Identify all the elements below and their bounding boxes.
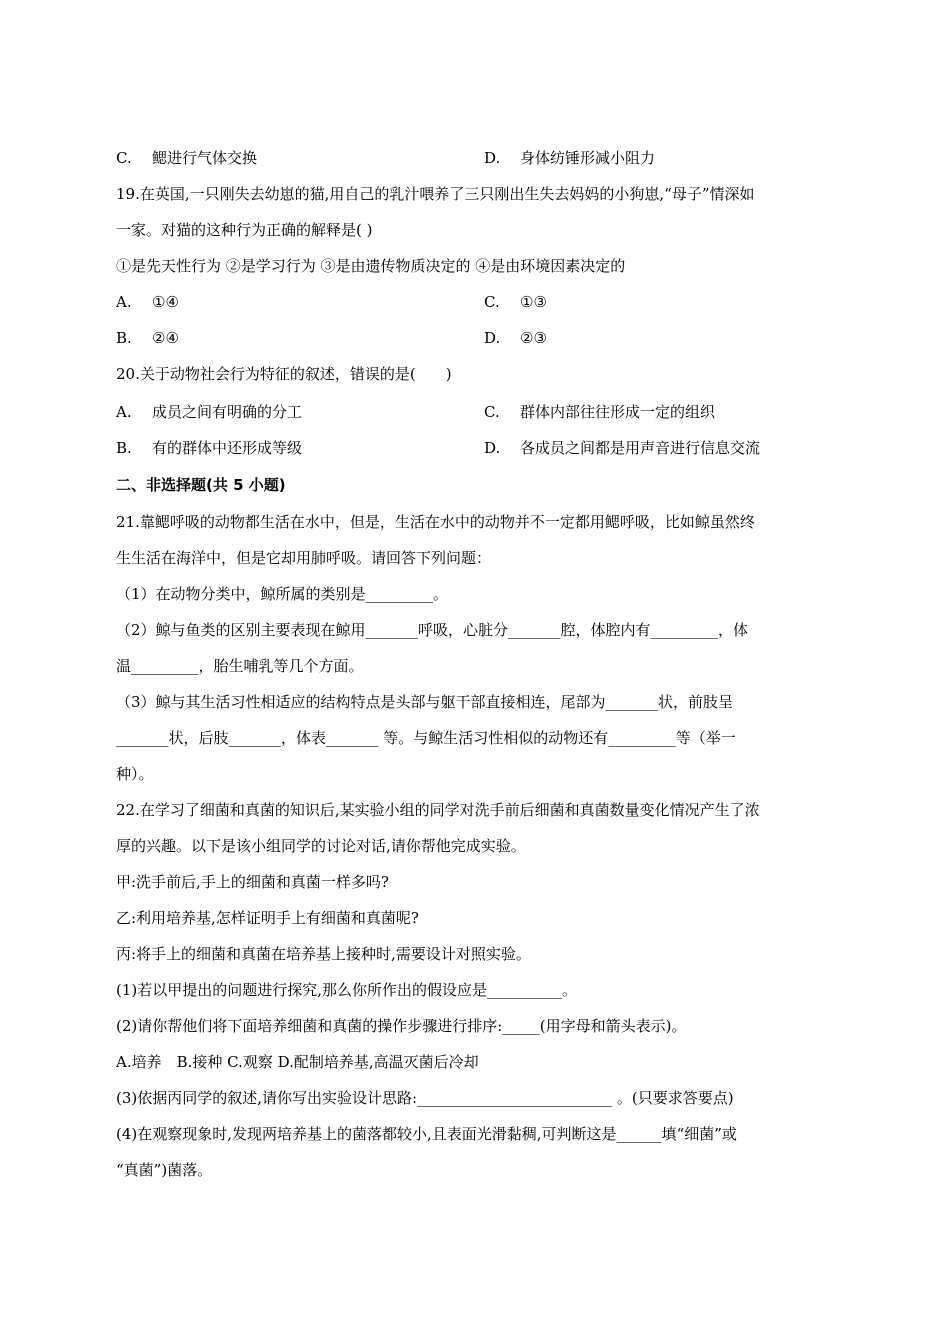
option-text: 成员之间有明确的分工 <box>152 403 303 421</box>
option-text: 群体内部往往形成一定的组织 <box>520 403 716 421</box>
q21-part1: （1）在动物分类中，鲸所属的类别是_________。 <box>116 585 449 603</box>
q21-stem-line2: 生生活在海洋中，但是它却用肺呼吸。请回答下列问题： <box>116 549 492 567</box>
option-letter: C. <box>484 403 500 421</box>
q18-option-d <box>484 148 655 168</box>
option-text: ②④ <box>152 329 179 347</box>
q22-part2: (2)请你帮他们将下面培养细菌和真菌的操作步骤进行排序:_____(用字母和箭头表示)。 <box>116 1017 687 1035</box>
q22-part4-line2: “真菌”)菌落。 <box>116 1161 213 1179</box>
q22-part3: (3)依据丙同学的叙述,请你写出实验设计思路:__________________________ 。(只要求答要点) <box>116 1089 734 1107</box>
q22-stem-line2: 厚的兴趣。以下是该小组同学的讨论对话,请你帮他完成实验。 <box>116 837 526 855</box>
option-letter: B. <box>116 439 132 457</box>
option-text: 有的群体中还形成等级 <box>152 439 303 457</box>
option-text: ①③ <box>520 293 547 311</box>
q22-part1: (1)若以甲提出的问题进行探究,那么你所作出的假设应是__________。 <box>116 981 578 999</box>
q22-dialogue-yi: 乙:利用培养基,怎样证明手上有细菌和真菌呢? <box>116 909 419 927</box>
q19-stem-line1: 19.在英国,一只刚失去幼崽的猫,用自己的乳汁喂养了三只刚出生失去妈妈的小狗崽,“母子”情深如 <box>116 185 755 203</box>
option-letter: C. <box>484 293 500 311</box>
q19-option-d <box>484 328 547 348</box>
q21-stem-line1: 21.靠鳃呼吸的动物都生活在水中，但是，生活在水中的动物并不一定都用鳃呼吸，比如鲸虽然终 <box>116 513 755 531</box>
option-letter: A. <box>116 403 132 421</box>
q20-option-d <box>484 438 760 458</box>
q20-option-b <box>116 438 302 458</box>
option-text: 各成员之间都是用声音进行信息交流 <box>520 439 761 457</box>
section-heading: 二、非选择题(共 5 小题) <box>116 476 286 494</box>
option-letter: D. <box>484 439 501 457</box>
q22-stem-line1: 22.在学习了细菌和真菌的知识后,某实验小组的同学对洗手前后细菌和真菌数量变化情况产生了浓 <box>116 801 760 819</box>
q22-dialogue-bing: 丙:将手上的细菌和真菌在培养基上接种时,需要设计对照实验。 <box>116 945 531 963</box>
q21-part3-line1: （3）鲸与其生活习性相适应的结构特点是头部与躯干部直接相连，尾部为_______状，前肢呈 <box>116 693 734 711</box>
option-letter: D. <box>484 149 501 167</box>
q20-option-c <box>484 402 715 422</box>
option-letter: A. <box>116 293 132 311</box>
option-text: ②③ <box>520 329 547 347</box>
q19-statements: ①是先天性行为 ②是学习行为 ③是由遗传物质决定的 ④是由环境因素决定的 <box>116 257 626 275</box>
option-text: ①④ <box>152 293 179 311</box>
q20-option-a <box>116 402 302 422</box>
q21-part3-line2: _______状，后肢_______，体表_______ 等。与鲸生活习性相似的动物还有_________等（举一 <box>116 729 736 747</box>
q18-option-c <box>116 148 257 168</box>
q21-part2-line2: 温_________，胎生哺乳等几个方面。 <box>116 657 364 675</box>
option-letter: C. <box>116 149 132 167</box>
q19-option-b <box>116 328 179 348</box>
q22-steps: A.培养 B.接种 C.观察 D.配制培养基,高温灭菌后冷却 <box>116 1053 479 1071</box>
q19-stem-line2: 一家。对猫的这种行为正确的解释是( ) <box>116 221 373 239</box>
q19-option-a <box>116 292 179 312</box>
option-letter: B. <box>116 329 132 347</box>
q21-part2-line1: （2）鲸与鱼类的区别主要表现在鲸用_______呼吸，心脏分_______腔，体腔内有_________，体 <box>116 621 749 639</box>
q22-dialogue-jia: 甲:洗手前后,手上的细菌和真菌一样多吗? <box>116 873 389 891</box>
option-letter: D. <box>484 329 501 347</box>
q20-stem: 20.关于动物社会行为特征的叙述，错误的是( ) <box>116 365 452 383</box>
q22-part4-line1: (4)在观察现象时,发现两培养基上的菌落都较小,且表面光滑黏稠,可判断这是______填“细菌”或 <box>116 1125 737 1143</box>
option-text: 鳃进行气体交换 <box>152 149 258 167</box>
q19-option-c <box>484 292 547 312</box>
q21-part3-line3: 种）。 <box>116 765 154 783</box>
option-text: 身体纺锤形减小阻力 <box>520 149 656 167</box>
